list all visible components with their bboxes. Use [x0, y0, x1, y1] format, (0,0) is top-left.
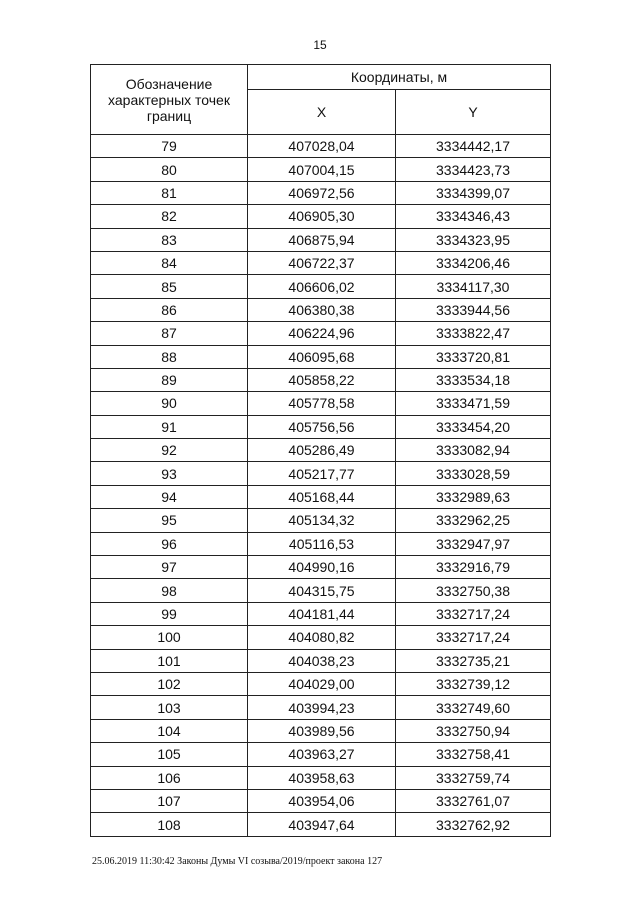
cell-x: 405778,58 — [248, 392, 396, 415]
cell-y: 3332717,24 — [396, 602, 551, 625]
cell-point: 102 — [91, 672, 248, 695]
table-row — [91, 228, 551, 251]
cell-y: 3333454,20 — [396, 415, 551, 438]
cell-point: 99 — [91, 602, 248, 625]
cell-y: 3332762,92 — [396, 813, 551, 836]
cell-point: 93 — [91, 462, 248, 485]
cell-point: 98 — [91, 579, 248, 602]
cell-point: 94 — [91, 485, 248, 508]
table-body — [91, 135, 551, 837]
table-row — [91, 789, 551, 812]
cell-y: 3332749,60 — [396, 696, 551, 719]
cell-y: 3333471,59 — [396, 392, 551, 415]
cell-point: 108 — [91, 813, 248, 836]
cell-y: 3332989,63 — [396, 485, 551, 508]
cell-point: 101 — [91, 649, 248, 672]
table-row — [91, 439, 551, 462]
cell-y: 3332947,97 — [396, 532, 551, 555]
cell-y: 3333534,18 — [396, 368, 551, 391]
cell-x: 404038,23 — [248, 649, 396, 672]
cell-x: 406905,30 — [248, 205, 396, 228]
cell-y: 3332759,74 — [396, 766, 551, 789]
cell-point: 90 — [91, 392, 248, 415]
cell-x: 405134,32 — [248, 509, 396, 532]
table-row — [91, 649, 551, 672]
cell-y: 3332962,25 — [396, 509, 551, 532]
cell-y: 3332750,94 — [396, 719, 551, 742]
table-row — [91, 322, 551, 345]
cell-x: 403994,23 — [248, 696, 396, 719]
cell-point: 105 — [91, 743, 248, 766]
table-row — [91, 532, 551, 555]
table-row — [91, 181, 551, 204]
table-row — [91, 345, 551, 368]
table-row — [91, 275, 551, 298]
cell-y: 3332758,41 — [396, 743, 551, 766]
table-row — [91, 392, 551, 415]
cell-y: 3333822,47 — [396, 322, 551, 345]
cell-x: 405168,44 — [248, 485, 396, 508]
table-row — [91, 251, 551, 274]
cell-y: 3333028,59 — [396, 462, 551, 485]
page-number: 15 — [313, 38, 327, 52]
cell-x: 403958,63 — [248, 766, 396, 789]
cell-x: 405217,77 — [248, 462, 396, 485]
cell-y: 3332916,79 — [396, 556, 551, 579]
cell-point: 79 — [91, 135, 248, 158]
cell-x: 407004,15 — [248, 158, 396, 181]
table-row — [91, 556, 551, 579]
table-row — [91, 626, 551, 649]
table-row — [91, 602, 551, 625]
cell-y: 3334323,95 — [396, 228, 551, 251]
coordinates-table — [90, 64, 551, 837]
table-row — [91, 696, 551, 719]
table-row — [91, 579, 551, 602]
cell-y: 3334206,46 — [396, 251, 551, 274]
cell-point: 100 — [91, 626, 248, 649]
table-row — [91, 135, 551, 158]
cell-y: 3333082,94 — [396, 439, 551, 462]
cell-point: 95 — [91, 509, 248, 532]
cell-x: 406224,96 — [248, 322, 396, 345]
cell-point: 106 — [91, 766, 248, 789]
header-y: Y — [396, 90, 551, 135]
cell-point: 91 — [91, 415, 248, 438]
cell-point: 104 — [91, 719, 248, 742]
cell-x: 406380,38 — [248, 298, 396, 321]
cell-point: 107 — [91, 789, 248, 812]
table-row — [91, 368, 551, 391]
cell-y: 3334399,07 — [396, 181, 551, 204]
table-header-row — [91, 65, 551, 90]
table-row — [91, 415, 551, 438]
table-row — [91, 298, 551, 321]
cell-point: 86 — [91, 298, 248, 321]
table-row — [91, 462, 551, 485]
cell-x: 405858,22 — [248, 368, 396, 391]
table-row — [91, 205, 551, 228]
cell-y: 3333720,81 — [396, 345, 551, 368]
table-row — [91, 485, 551, 508]
cell-point: 80 — [91, 158, 248, 181]
cell-y: 3334423,73 — [396, 158, 551, 181]
table-row — [91, 158, 551, 181]
cell-point: 82 — [91, 205, 248, 228]
cell-x: 403963,27 — [248, 743, 396, 766]
cell-x: 404990,16 — [248, 556, 396, 579]
cell-x: 404181,44 — [248, 602, 396, 625]
cell-x: 406875,94 — [248, 228, 396, 251]
cell-x: 404080,82 — [248, 626, 396, 649]
cell-x: 405286,49 — [248, 439, 396, 462]
cell-y: 3332735,21 — [396, 649, 551, 672]
table-row — [91, 672, 551, 695]
table-row — [91, 813, 551, 836]
cell-x: 406722,37 — [248, 251, 396, 274]
cell-x: 405756,56 — [248, 415, 396, 438]
cell-x: 407028,04 — [248, 135, 396, 158]
cell-point: 92 — [91, 439, 248, 462]
cell-x: 404315,75 — [248, 579, 396, 602]
cell-x: 405116,53 — [248, 532, 396, 555]
header-coordinates: Координаты, м — [248, 65, 551, 90]
cell-x: 403954,06 — [248, 789, 396, 812]
cell-y: 3334346,43 — [396, 205, 551, 228]
cell-point: 103 — [91, 696, 248, 719]
cell-point: 96 — [91, 532, 248, 555]
table-row — [91, 766, 551, 789]
cell-x: 403989,56 — [248, 719, 396, 742]
cell-point: 88 — [91, 345, 248, 368]
cell-x: 406972,56 — [248, 181, 396, 204]
cell-x: 403947,64 — [248, 813, 396, 836]
cell-y: 3332717,24 — [396, 626, 551, 649]
cell-y: 3332750,38 — [396, 579, 551, 602]
cell-x: 406095,68 — [248, 345, 396, 368]
cell-y: 3332739,12 — [396, 672, 551, 695]
cell-y: 3332761,07 — [396, 789, 551, 812]
cell-point: 85 — [91, 275, 248, 298]
cell-point: 83 — [91, 228, 248, 251]
table-row — [91, 509, 551, 532]
table-row — [91, 719, 551, 742]
cell-x: 406606,02 — [248, 275, 396, 298]
cell-point: 87 — [91, 322, 248, 345]
cell-point: 84 — [91, 251, 248, 274]
cell-x: 404029,00 — [248, 672, 396, 695]
table-row — [91, 743, 551, 766]
footer-stamp: 25.06.2019 11:30:42 Законы Думы VI созыва/2019/проект закона 127 — [92, 856, 383, 867]
cell-y: 3334442,17 — [396, 135, 551, 158]
cell-y: 3334117,30 — [396, 275, 551, 298]
cell-y: 3333944,56 — [396, 298, 551, 321]
cell-point: 89 — [91, 368, 248, 391]
cell-point: 81 — [91, 181, 248, 204]
header-designation: Обозначение характерных точек границ — [91, 65, 248, 135]
cell-point: 97 — [91, 556, 248, 579]
header-x: X — [248, 90, 396, 135]
